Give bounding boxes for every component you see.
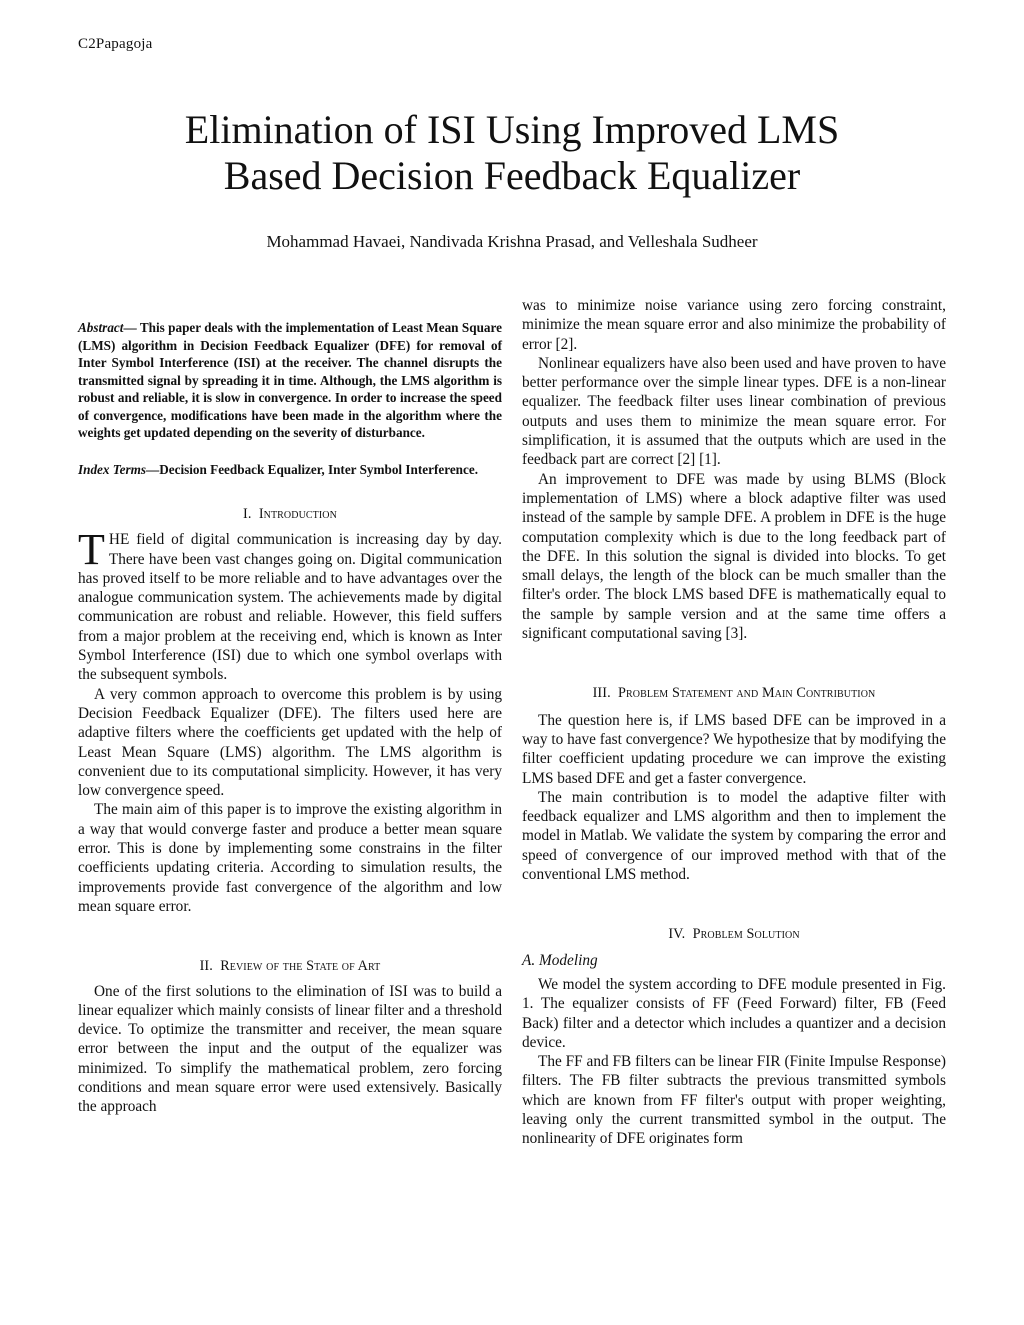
- section-heading-introduction: [78, 505, 502, 524]
- review-paragraph-3: An improvement to DFE was made by using BLMS (Block implementation of LMS) where a block adaptive filter was used instead of the sample by sample DFE. A problem in DFE is the huge computation complexity which is due to the long feedback part of the DFE. In this solution the signal is divided into blocks. To get small delays, the length of the block can be much smaller than the filter's order. The block LMS based DFE is mathematically equal to the sample by sample version and at the same time offers a significant computational saving [3].: [522, 470, 946, 643]
- authors: Mohammad Havaei, Nandivada Krishna Prasad, and Velleshala Sudheer: [266, 232, 758, 251]
- header-tag: C2Papagoja: [78, 36, 153, 52]
- abstract-text: This paper deals with the implementation of Least Mean Square (LMS) algorithm in Decision Feedback Equalizer (DFE) for removal of Inter Symbol Interference (ISI) at the receiver. The channel disrupts the transmitted signal by spreading it in time. Although, the LMS algorithm is robust and reliable, it is slow in convergence. In order to increase the speed of convergence, modifications have been made in the algorithm where the weights get updated depending on the severity of disturbance.: [78, 320, 502, 440]
- review-paragraph-2: Nonlinear equalizers have also been used and have proven to have better performance over the simple linear types. DFE is a non-linear equalizer. The feedback filter uses linear combination of previous outputs and uses them to minimize the mean square error. For simplification, it is assumed that the outputs which are used in the feedback part are correct [2] [1].: [522, 354, 946, 469]
- section-heading-problem-solution: [522, 925, 946, 944]
- modeling-paragraph-2: The FF and FB filters can be linear FIR (Finite Impulse Response) filters. The FB filter subtracts the previous transmitted symbols which are known from FF filter's output with proper weighting, leaving only the current transmitted symbol in the output. The nonlinearity of DFE originates form: [522, 1053, 946, 1148]
- title-line-2: Based Decision Feedback Equalizer: [223, 153, 801, 198]
- index-terms: [78, 461, 502, 479]
- problem-statement-paragraph-1: The question here is, if LMS based DFE can be improved in a way to have fast convergence? We hypothesize that by modifying the filter coefficient updating procedure we can improve the existing LMS based DFE and get a faster convergence.: [522, 711, 946, 787]
- review-paragraph-1-continued: was to minimize noise variance using zero forcing constraint, minimize the mean square error and also minimize the probability of error [2].: [522, 297, 946, 353]
- abstract: [78, 319, 502, 442]
- review-paragraph-1: One of the first solutions to the elimination of ISI was to build a linear equalizer which mainly consists of linear filter and a threshold device. To optimize the transmitter and receiver, the mean square error between the input and the output of the equalizer was minimized. To simplify the mathematical problem, zero forcing conditions and mean square error were used extensively. Basically the approach: [78, 982, 502, 1116]
- section-number: II.: [199, 958, 213, 975]
- section-number: IV.: [668, 926, 686, 943]
- abstract-dash: —: [123, 320, 140, 335]
- title-line-1: Elimination of ISI Using Improved LMS: [184, 107, 840, 152]
- problem-statement-paragraph-2: The main contribution is to model the adaptive filter with feedback equalizer and LMS algorithm and then to implement the model in Matlab. We validate the system by comparing the error and speed of convergence of our improved method with that of the conventional LMS method.: [522, 788, 946, 884]
- index-terms-label: Index Terms: [78, 461, 147, 477]
- right-column: [522, 296, 946, 1149]
- drop-cap: T: [78, 525, 105, 575]
- subsection-modeling: A. Modeling: [522, 951, 598, 969]
- abstract-label: Abstract: [78, 320, 124, 335]
- section-title: Introduction: [258, 506, 337, 522]
- intro-paragraph-2: A very common approach to overcome this problem is by using Decision Feedback Equalizer (DFE). The filters used here are adaptive filters where the coefficients get updated with the help of Least Mean Square (LMS) algorithm. The LMS algorithm is convenient due to its computational simplicity. However, it has very low convergence speed.: [78, 685, 502, 800]
- section-title: Review of the State of Art: [220, 958, 381, 975]
- paper-title: [0, 107, 1024, 199]
- section-title: Problem Statement and Main Contribution: [618, 685, 876, 702]
- section-heading-review: [78, 957, 502, 976]
- intro-paragraph-1: [78, 525, 502, 684]
- modeling-paragraph-1: We model the system according to DFE module presented in Fig. 1. The equalizer consists of FF (Feed Forward) filter, FB (Feed Back) filter and a detector which includes a quantizer and a decision device.: [522, 975, 946, 1051]
- section-title: Problem Solution: [692, 926, 800, 943]
- left-column: [78, 296, 502, 1117]
- intro-paragraph-1-text: HE field of digital communication is increasing day by day. There have been vast changes going on. Digital communication has proved itself to be more reliable and to have advantages over the analogue communication system. The achievements made by digital communication are robust and reliable. However, this field suffers from a major problem at the receiving end, which is known as Inter Symbol Interference (ISI) due to which one symbol overlaps with the subsequent symbols.: [78, 531, 502, 684]
- intro-paragraph-3: The main aim of this paper is to improve the existing algorithm in a way that would converge faster and produce a better mean square error. This is done by implementing some constrains in the filter coefficients updating criteria. According to simulation results, the improvements provide fast convergence of the algorithm and low mean square error.: [78, 801, 502, 915]
- section-number: III.: [592, 685, 611, 702]
- section-heading-problem-statement: [522, 684, 946, 703]
- index-terms-text: —Decision Feedback Equalizer, Inter Symbol Interference.: [146, 461, 479, 477]
- section-number: I.: [243, 506, 252, 522]
